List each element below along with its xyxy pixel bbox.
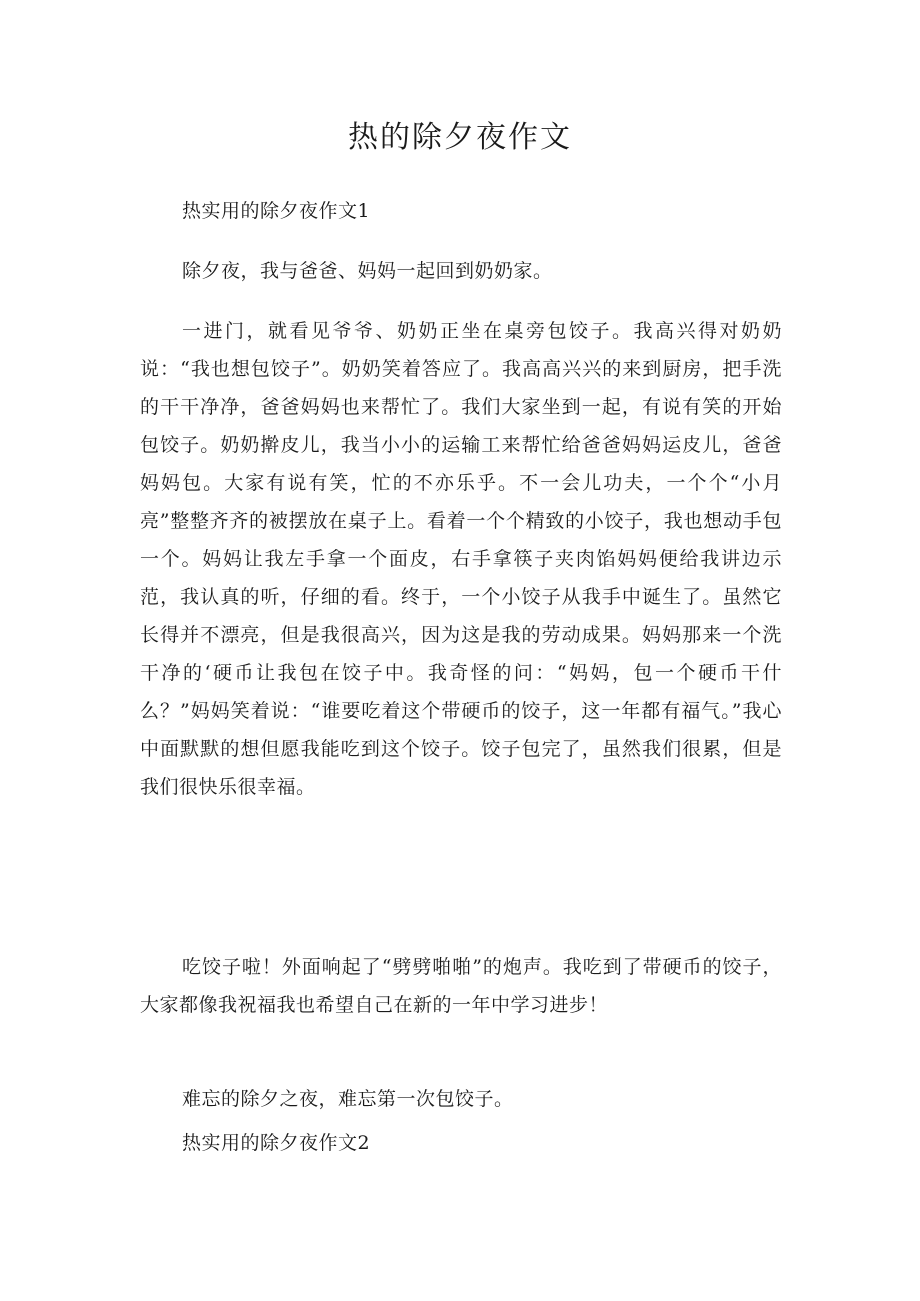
paragraph-2: 一进门，就看见爷爷、奶奶正坐在桌旁包饺子。我高兴得对奶奶说：“我也想包饺子”。奶奶笑着答应了。我高高兴兴的来到厨房，把手洗的干干净净，爸爸妈妈也来帮忙了。我们大家坐到一起，有说有笑的开始包饺子。奶奶擀皮儿，我当小小的运输工来帮忙给爸爸妈妈运皮儿，爸爸妈妈包。大家有说有笑，忙的不亦乐乎。不一会儿功夫，一个个“小月亮”整整齐齐的被摆放在桌子上。看着一个个精致的小饺子，我也想动手包一个。妈妈让我左手拿一个面皮，右手拿筷子夹肉馅妈妈便给我讲边示范，我认真的听，仔细的看。终于，一个小饺子从我手中诞生了。虽然它长得并不漂亮，但是我很高兴，因为这是我的劳动成果。妈妈那来一个洗干净的‘硬币让我包在饺子中。我奇怪的问：“妈妈，包一个硬币干什么？”妈妈笑着说：“谁要吃着这个带硬币的饺子，这一年都有福气。”我心中面默默的想但愿我能吃到这个饺子。饺子包完了，虽然我们很累，但是我们很快乐很幸福。 xyxy=(140,320,782,798)
section-heading-2: 热实用的除夕夜作文2 xyxy=(182,1132,371,1154)
paragraph-4: 难忘的除夕之夜，难忘第一次包饺子。 xyxy=(182,1088,514,1110)
paragraph-1: 除夕夜，我与爸爸、妈妈一起回到奶奶家。 xyxy=(182,260,553,282)
paragraph-3: 吃饺子啦！外面响起了“劈劈啪啪”的炮声。我吃到了带硬币的饺子，大家都像我祝福我也希望自己在新的一年中学习进步！ xyxy=(140,956,782,1016)
document-title: 热的除夕夜作文 xyxy=(348,120,572,155)
section-heading-1: 热实用的除夕夜作文1 xyxy=(182,200,371,222)
